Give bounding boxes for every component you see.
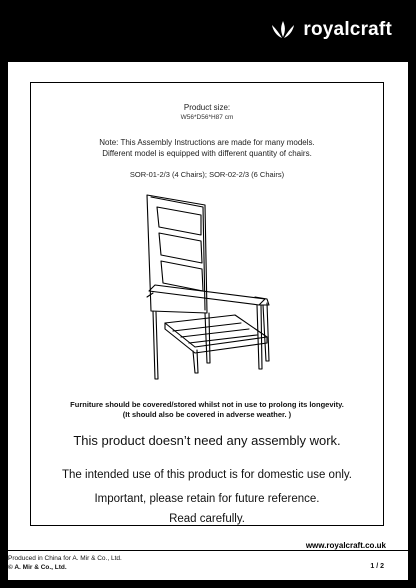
domestic-use-notice: The intended use of this product is for domestic use only. xyxy=(62,469,352,481)
retain-notice: Important, please retain for future reference. xyxy=(94,493,320,505)
produced-in-text: Produced in China for A. Mir & Co., Ltd. xyxy=(8,555,122,562)
read-carefully-notice: Read carefully. xyxy=(169,513,245,525)
care-warning-line-1: Furniture should be covered/stored whilst not in use to prolong its longevity. xyxy=(70,400,344,409)
assembly-note-line-2: Different model is equipped with different quantity of chairs. xyxy=(102,149,312,158)
instruction-page xyxy=(8,62,408,580)
header-bar xyxy=(0,0,416,62)
brand-name: royalcraft xyxy=(303,19,392,40)
care-warning-line-2: (It should also be covered in adverse weather. ) xyxy=(122,410,292,419)
page-number: 1 / 2 xyxy=(370,563,384,570)
brand xyxy=(270,19,392,41)
copyright-text: © A. Mir & Co., Ltd. xyxy=(8,564,67,571)
footer-divider xyxy=(8,550,408,551)
no-assembly-notice: This product doesn’t need any assembly work. xyxy=(73,433,341,448)
product-size-value: W56*D56*H87 cm xyxy=(180,114,234,121)
chair-illustration xyxy=(143,193,275,385)
crown-icon xyxy=(270,19,296,41)
model-list: SOR-01-2/3 (4 Chairs); SOR-02-2/3 (6 Chairs) xyxy=(129,170,285,179)
product-size-label: Product size: xyxy=(183,103,231,112)
content-frame xyxy=(30,82,384,526)
assembly-note-line-1: Note: This Assembly Instructions are made for many models. xyxy=(99,138,315,147)
website-link[interactable]: www.royalcraft.co.uk xyxy=(305,541,386,550)
